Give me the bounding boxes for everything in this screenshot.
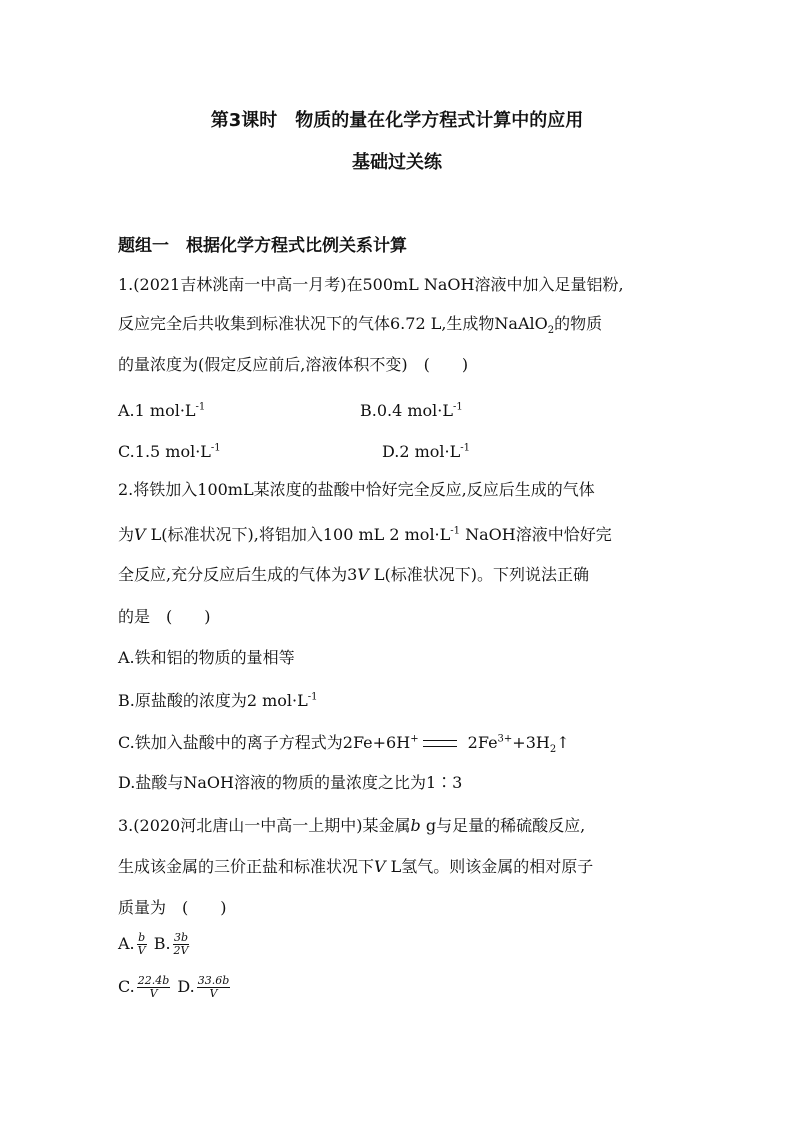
q3-option-b: B. $\frac{3b}{2V}$	[153, 931, 189, 957]
q3-option-a: A. $\frac{b}{V}$	[118, 931, 146, 957]
q1-option-c: C.1.5 $mol\cdot L^{-1}$	[118, 442, 221, 461]
section-title: 基础过关练	[352, 152, 442, 173]
lesson-title: 第3课时 物质的量在化学方程式计算中的应用	[210, 110, 584, 131]
q1-option-a: A.1 $mol\cdot L^{-1}$	[118, 401, 206, 420]
q2-option-d: D.盐酸与NaOH溶液的物质的量浓度之比为1∶3	[118, 773, 463, 792]
q3-option-d: D. $\frac{33.6b}{V}$	[177, 974, 230, 1000]
group-heading: 题组一 根据化学方程式比例关系计算	[118, 236, 407, 256]
q1-line3: 的量浓度为(假定反应前后,溶液体积不变) ( )	[118, 355, 469, 374]
q2-line3: 全反应,充分反应后生成的气体为3V L(标准状况下)。下列说法正确	[118, 565, 590, 584]
q2-option-b: B.原盐酸的浓度为2 $mol\cdot L^{-1}$	[118, 691, 318, 710]
equals-sign-icon	[423, 740, 457, 747]
q1-option-d: D.2 $mol\cdot L^{-1}$	[382, 442, 470, 461]
q2-line1: 2.将铁加入100mL某浓度的盐酸中恰好完全反应,反应后生成的气体	[118, 480, 595, 499]
q2-line4: 的是 ( )	[118, 607, 211, 626]
q1-option-b: B.0.4 $mol\cdot L^{-1}$	[360, 401, 463, 420]
q3-options-cd	[118, 975, 232, 1000]
fraction-b: $\frac{3b}{2V}$	[173, 931, 189, 957]
q3-option-c: C. $\frac{22.4b}{V}$	[118, 974, 170, 1000]
fraction-a: $\frac{b}{V}$	[137, 931, 146, 957]
q3-line3: 质量为 ( )	[118, 898, 227, 917]
q2-option-c: C.铁加入盐酸中的离子方程式为2Fe+6H+ $2Fe^{3+}+3H_2↑$	[118, 733, 570, 756]
q1-line1: 1.(2021吉林洮南一中高一月考)在500mL NaOH溶液中加入足量铝粉,	[118, 275, 624, 294]
q2-option-a: A.铁和铝的物质的量相等	[118, 648, 295, 667]
q3-line1: 3.(2020河北唐山一中高一上期中)某金属b g与足量的稀硫酸反应,	[118, 816, 586, 835]
q3-line2: 生成该金属的三价正盐和标准状况下V L氢气。则该金属的相对原子	[118, 857, 594, 876]
q3-options-ab	[118, 932, 191, 957]
q2-line2: 为V L(标准状况下),将铝加入100 mL 2 $mol\cdot L^{-1}$ NaOH溶液中恰好完	[118, 525, 612, 544]
fraction-c: $\frac{22.4b}{V}$	[137, 974, 170, 1000]
q1-line2: 反应完全后共收集到标准状况下的气体6.72 L,生成物NaAlO$_2$的物质	[118, 314, 603, 337]
fraction-d: $\frac{33.6b}{V}$	[197, 974, 230, 1000]
